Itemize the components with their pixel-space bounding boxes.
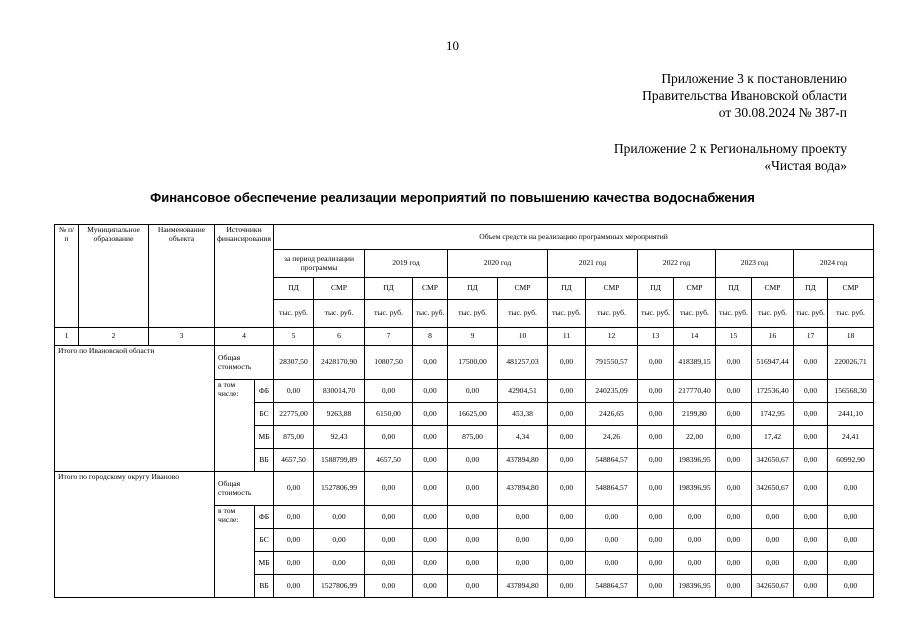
header-municipality: Муниципальное образование [79, 225, 149, 328]
value-cell: 0,00 [586, 506, 638, 529]
header-pd: ПД [365, 278, 413, 300]
value-cell: 10807,50 [365, 346, 413, 380]
header-unit: тыс. руб. [638, 300, 674, 328]
appendix-line: Приложение 2 к Региональному проекту [613, 141, 847, 156]
value-cell: 0,00 [638, 552, 674, 575]
value-cell: 4657,50 [365, 449, 413, 472]
header-pd: ПД [638, 278, 674, 300]
value-cell: 0,00 [498, 552, 548, 575]
column-number: 11 [548, 328, 586, 346]
value-cell: 0,00 [274, 472, 314, 506]
value-cell: 0,00 [413, 346, 448, 380]
source-label: МБ [255, 426, 274, 449]
appendix-line: «Чистая вода» [764, 158, 847, 173]
column-number: 1 [55, 328, 79, 346]
value-cell: 0,00 [413, 472, 448, 506]
value-cell: 0,00 [638, 575, 674, 598]
value-cell: 24,41 [828, 426, 874, 449]
value-cell: 198396,95 [674, 472, 716, 506]
header-unit: тыс. руб. [586, 300, 638, 328]
header-unit: тыс. руб. [448, 300, 498, 328]
value-cell: 342650,67 [752, 575, 794, 598]
value-cell: 0,00 [674, 506, 716, 529]
value-cell: 0,00 [638, 403, 674, 426]
value-cell: 342650,67 [752, 472, 794, 506]
header-year-2020: 2020 год [448, 250, 548, 278]
value-cell: 0,00 [413, 449, 448, 472]
appendix-line: от 30.08.2024 № 387-п [718, 105, 847, 120]
in-total-label: в том числе: [215, 380, 255, 472]
value-cell: 0,00 [448, 575, 498, 598]
value-cell: 0,00 [413, 552, 448, 575]
value-cell: 0,00 [365, 380, 413, 403]
value-cell: 481257,03 [498, 346, 548, 380]
value-cell: 0,00 [794, 575, 828, 598]
column-number: 8 [413, 328, 448, 346]
value-cell: 92,43 [314, 426, 365, 449]
value-cell: 0,00 [794, 346, 828, 380]
column-number: 14 [674, 328, 716, 346]
column-number: 13 [638, 328, 674, 346]
value-cell: 830014,70 [314, 380, 365, 403]
value-cell: 0,00 [413, 575, 448, 598]
value-cell: 0,00 [716, 403, 752, 426]
column-number: 3 [149, 328, 215, 346]
header-smr: СМР [413, 278, 448, 300]
source-label: БС [255, 529, 274, 552]
value-cell: 791550,57 [586, 346, 638, 380]
header-num: № п/п [55, 225, 79, 328]
value-cell: 0,00 [314, 506, 365, 529]
value-cell: 0,00 [413, 426, 448, 449]
source-label: ФБ [255, 380, 274, 403]
value-cell: 1527806,99 [314, 472, 365, 506]
group-name: Итого по городскому округу Иваново [55, 472, 215, 598]
value-cell: 0,00 [365, 529, 413, 552]
column-number: 15 [716, 328, 752, 346]
value-cell: 0,00 [413, 506, 448, 529]
value-cell: 0,00 [586, 552, 638, 575]
column-number: 16 [752, 328, 794, 346]
header-unit: тыс. руб. [794, 300, 828, 328]
value-cell: 0,00 [498, 529, 548, 552]
value-cell: 0,00 [828, 575, 874, 598]
value-cell: 0,00 [828, 506, 874, 529]
value-cell: 0,00 [365, 506, 413, 529]
value-cell: 437894,80 [498, 575, 548, 598]
value-cell: 17500,00 [448, 346, 498, 380]
value-cell: 2428170,90 [314, 346, 365, 380]
value-cell: 1742,95 [752, 403, 794, 426]
column-number: 17 [794, 328, 828, 346]
value-cell: 437894,80 [498, 472, 548, 506]
header-period: за период реализации программы [274, 250, 365, 278]
value-cell: 0,00 [638, 506, 674, 529]
value-cell: 516947,44 [752, 346, 794, 380]
value-cell: 0,00 [548, 575, 586, 598]
total-cost-label: Общая стоимость [215, 472, 274, 506]
source-label: ВБ [255, 449, 274, 472]
value-cell: 0,00 [365, 552, 413, 575]
value-cell: 217770,40 [674, 380, 716, 403]
header-year-2022: 2022 год [638, 250, 716, 278]
value-cell: 0,00 [638, 380, 674, 403]
value-cell: 9263,88 [314, 403, 365, 426]
appendix-line: Правительства Ивановской области [642, 88, 847, 103]
value-cell: 0,00 [794, 449, 828, 472]
header-unit: тыс. руб. [548, 300, 586, 328]
value-cell: 0,00 [548, 506, 586, 529]
value-cell: 0,00 [794, 506, 828, 529]
value-cell: 0,00 [498, 506, 548, 529]
value-cell: 6150,00 [365, 403, 413, 426]
header-year-2021: 2021 год [548, 250, 638, 278]
value-cell: 0,00 [548, 529, 586, 552]
header-pd: ПД [548, 278, 586, 300]
value-cell: 548864,57 [586, 472, 638, 506]
value-cell: 198396,95 [674, 449, 716, 472]
value-cell: 2199,80 [674, 403, 716, 426]
value-cell: 0,00 [413, 380, 448, 403]
header-unit: тыс. руб. [413, 300, 448, 328]
value-cell: 875,00 [448, 426, 498, 449]
value-cell: 453,38 [498, 403, 548, 426]
value-cell: 172536,40 [752, 380, 794, 403]
appendix-2-reference [614, 140, 847, 174]
value-cell: 0,00 [365, 575, 413, 598]
header-unit: тыс. руб. [314, 300, 365, 328]
header-unit: тыс. руб. [828, 300, 874, 328]
value-cell: 0,00 [828, 472, 874, 506]
value-cell: 0,00 [716, 449, 752, 472]
header-year-2019: 2019 год [365, 250, 448, 278]
header-volume: Объем средств на реализацию программных мероприятий [274, 225, 874, 250]
value-cell: 0,00 [794, 529, 828, 552]
value-cell: 0,00 [548, 552, 586, 575]
value-cell: 0,00 [638, 426, 674, 449]
value-cell: 2441,10 [828, 403, 874, 426]
header-smr: СМР [674, 278, 716, 300]
value-cell: 0,00 [548, 449, 586, 472]
header-sources: Источники финансирования [215, 225, 274, 328]
header-year-2023: 2023 год [716, 250, 794, 278]
document-title: Финансовое обеспечение реализации мероприятий по повышению качества водоснабжения [150, 190, 755, 205]
value-cell: 0,00 [548, 403, 586, 426]
value-cell: 0,00 [448, 380, 498, 403]
value-cell: 220026,71 [828, 346, 874, 380]
value-cell: 4657,50 [274, 449, 314, 472]
value-cell: 0,00 [794, 552, 828, 575]
value-cell: 0,00 [794, 426, 828, 449]
value-cell: 0,00 [274, 552, 314, 575]
header-object: Наименование объекта [149, 225, 215, 328]
value-cell: 0,00 [638, 449, 674, 472]
table-row-total [55, 346, 874, 380]
value-cell: 0,00 [828, 529, 874, 552]
value-cell: 0,00 [716, 380, 752, 403]
value-cell: 22,00 [674, 426, 716, 449]
value-cell: 1588799,89 [314, 449, 365, 472]
value-cell: 16625,00 [448, 403, 498, 426]
column-number: 10 [498, 328, 548, 346]
value-cell: 437894,80 [498, 449, 548, 472]
column-number: 18 [828, 328, 874, 346]
value-cell: 0,00 [638, 472, 674, 506]
value-cell: 0,00 [752, 529, 794, 552]
value-cell: 4,34 [498, 426, 548, 449]
header-smr: СМР [586, 278, 638, 300]
value-cell: 0,00 [365, 426, 413, 449]
value-cell: 0,00 [586, 529, 638, 552]
value-cell: 0,00 [448, 529, 498, 552]
source-label: БС [255, 403, 274, 426]
value-cell: 1527806,99 [314, 575, 365, 598]
value-cell: 0,00 [314, 529, 365, 552]
value-cell: 0,00 [274, 380, 314, 403]
value-cell: 0,00 [828, 552, 874, 575]
value-cell: 875,00 [274, 426, 314, 449]
value-cell: 0,00 [716, 346, 752, 380]
value-cell: 0,00 [794, 472, 828, 506]
header-pd: ПД [448, 278, 498, 300]
value-cell: 60992,90 [828, 449, 874, 472]
value-cell: 2426,65 [586, 403, 638, 426]
value-cell: 548864,57 [586, 575, 638, 598]
value-cell: 0,00 [716, 552, 752, 575]
value-cell: 0,00 [752, 506, 794, 529]
value-cell: 156568,30 [828, 380, 874, 403]
value-cell: 0,00 [674, 552, 716, 575]
header-pd: ПД [794, 278, 828, 300]
header-unit: тыс. руб. [365, 300, 413, 328]
column-number: 2 [79, 328, 149, 346]
value-cell: 0,00 [716, 575, 752, 598]
value-cell: 240235,09 [586, 380, 638, 403]
value-cell: 0,00 [413, 403, 448, 426]
value-cell: 0,00 [674, 529, 716, 552]
table-row-total [55, 472, 874, 506]
total-cost-label: Общая стоимость [215, 346, 274, 380]
header-unit: тыс. руб. [674, 300, 716, 328]
source-label: ВБ [255, 575, 274, 598]
value-cell: 0,00 [716, 472, 752, 506]
header-smr: СМР [828, 278, 874, 300]
value-cell: 0,00 [752, 552, 794, 575]
value-cell: 24,26 [586, 426, 638, 449]
value-cell: 0,00 [274, 529, 314, 552]
value-cell: 0,00 [794, 403, 828, 426]
value-cell: 0,00 [448, 506, 498, 529]
value-cell: 0,00 [274, 506, 314, 529]
value-cell: 0,00 [448, 472, 498, 506]
column-number: 6 [314, 328, 365, 346]
group-name: Итого по Ивановской области [55, 346, 215, 472]
header-smr: СМР [314, 278, 365, 300]
value-cell: 0,00 [365, 472, 413, 506]
in-total-label: в том числе: [215, 506, 255, 598]
value-cell: 0,00 [638, 346, 674, 380]
value-cell: 0,00 [794, 380, 828, 403]
header-smr: СМР [498, 278, 548, 300]
column-number: 5 [274, 328, 314, 346]
header-unit: тыс. руб. [274, 300, 314, 328]
value-cell: 548864,57 [586, 449, 638, 472]
value-cell: 418389,15 [674, 346, 716, 380]
value-cell: 0,00 [716, 529, 752, 552]
appendix-line: Приложение 3 к постановлению [661, 71, 847, 86]
column-number: 7 [365, 328, 413, 346]
header-unit: тыс. руб. [752, 300, 794, 328]
value-cell: 0,00 [448, 552, 498, 575]
value-cell: 342650,67 [752, 449, 794, 472]
value-cell: 0,00 [448, 449, 498, 472]
value-cell: 0,00 [548, 472, 586, 506]
value-cell: 0,00 [716, 426, 752, 449]
value-cell: 0,00 [314, 552, 365, 575]
header-unit: тыс. руб. [498, 300, 548, 328]
column-number: 12 [586, 328, 638, 346]
header-year-2024: 2024 год [794, 250, 874, 278]
value-cell: 42904,51 [498, 380, 548, 403]
value-cell: 0,00 [413, 529, 448, 552]
header-pd: ПД [716, 278, 752, 300]
header-unit: тыс. руб. [716, 300, 752, 328]
value-cell: 0,00 [548, 346, 586, 380]
column-number: 9 [448, 328, 498, 346]
column-number: 4 [215, 328, 274, 346]
value-cell: 0,00 [716, 506, 752, 529]
value-cell: 0,00 [548, 380, 586, 403]
header-pd: ПД [274, 278, 314, 300]
value-cell: 0,00 [638, 529, 674, 552]
appendix-3-reference [642, 70, 847, 121]
value-cell: 0,00 [274, 575, 314, 598]
source-label: МБ [255, 552, 274, 575]
value-cell: 0,00 [548, 426, 586, 449]
value-cell: 198396,95 [674, 575, 716, 598]
header-smr: СМР [752, 278, 794, 300]
value-cell: 17,42 [752, 426, 794, 449]
page-number: 10 [446, 38, 459, 53]
financing-table [54, 224, 874, 598]
value-cell: 28307,50 [274, 346, 314, 380]
value-cell: 22775,00 [274, 403, 314, 426]
source-label: ФБ [255, 506, 274, 529]
